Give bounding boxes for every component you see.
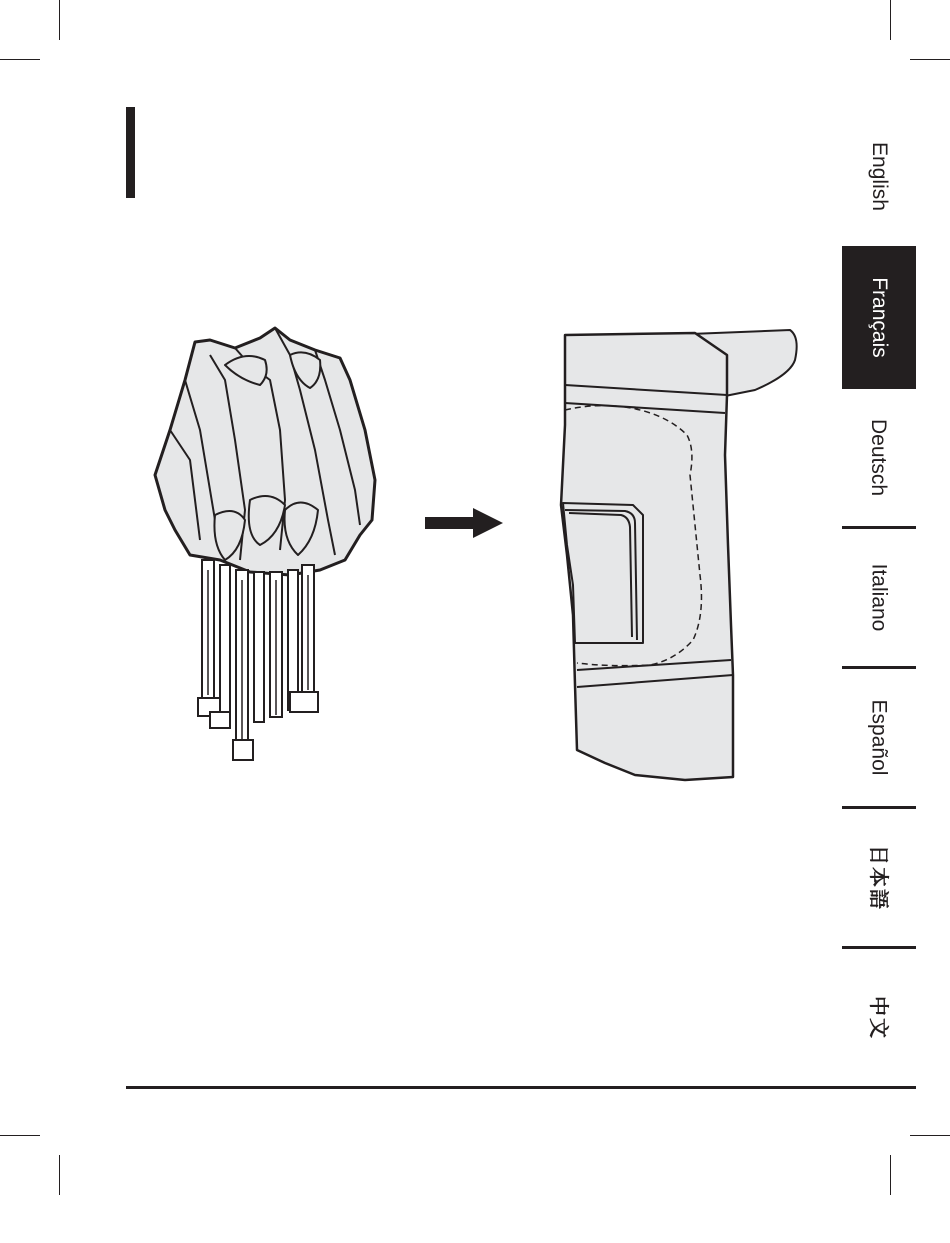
tab-english[interactable]: [842, 106, 916, 246]
crop-mark-tl-horizontal: [0, 59, 40, 60]
tab-italiano[interactable]: [842, 529, 916, 666]
leg-foot: [233, 740, 253, 760]
folded-canopy-illustration: [150, 320, 390, 770]
frame-leg: [220, 565, 230, 720]
tab-chinese[interactable]: [842, 949, 916, 1086]
crop-mark-tr-vertical: [890, 0, 891, 40]
footer-rule: [126, 1086, 916, 1089]
leg-foot: [210, 712, 230, 728]
tab-english-label: English: [867, 141, 891, 211]
tab-japanese-label: 日本語: [867, 844, 891, 911]
crop-mark-br-vertical: [890, 1155, 891, 1195]
crop-mark-br-horizontal: [910, 1135, 950, 1136]
section-marker-bar: [126, 107, 135, 198]
carry-bag-illustration: [555, 325, 805, 785]
tab-francais-label: Français: [867, 277, 891, 358]
frame-leg: [254, 572, 264, 722]
tab-espanol-label: Español: [867, 699, 891, 776]
tab-deutsch[interactable]: [842, 389, 916, 526]
crop-mark-tl-vertical: [59, 0, 60, 40]
tab-espanol[interactable]: [842, 669, 916, 806]
tab-japanese[interactable]: [842, 809, 916, 946]
crop-mark-bl-horizontal: [0, 1135, 40, 1136]
tab-francais[interactable]: [842, 246, 916, 389]
frame-leg: [288, 570, 298, 710]
language-tab-strip: [842, 106, 916, 1096]
crop-mark-tr-horizontal: [910, 59, 950, 60]
tab-chinese-label: 中文: [867, 995, 891, 1040]
crop-mark-bl-vertical: [59, 1155, 60, 1195]
right-arrow-icon: [425, 508, 505, 538]
leg-foot: [290, 692, 318, 712]
tab-italiano-label: Italiano: [867, 563, 891, 632]
tab-deutsch-label: Deutsch: [867, 418, 891, 497]
